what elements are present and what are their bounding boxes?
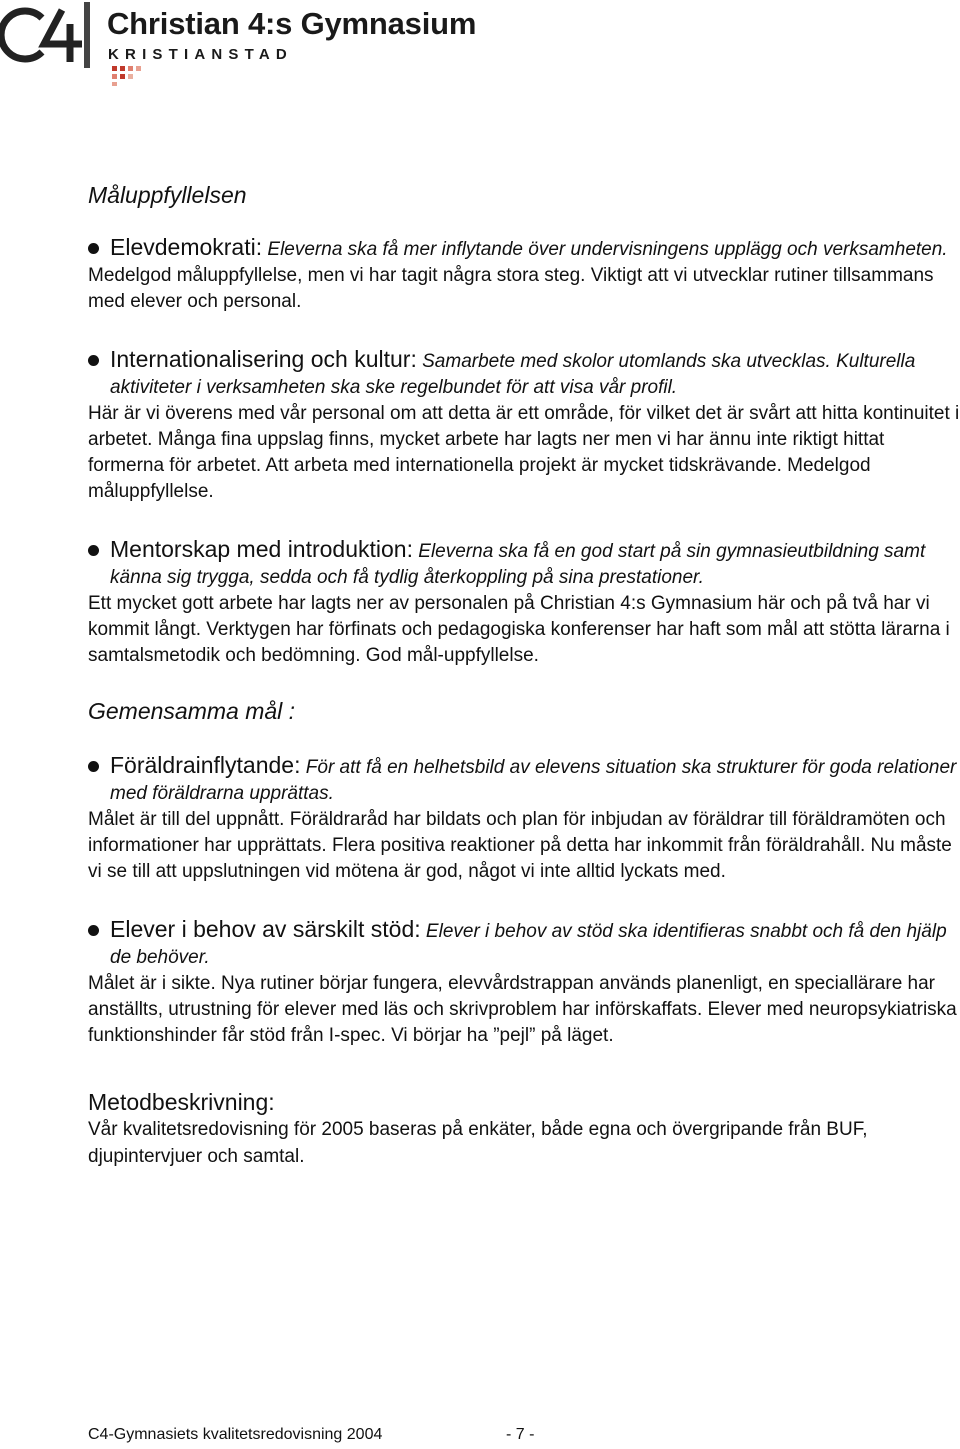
item-body: Ett mycket gott arbete har lagts ner av personalen på Christian 4:s Gymnasium här och på två har vi kommit långt. Verktygen har förfinats och pedagogiska konferenser har haft som mål att stötta lärarna i samtalsmetodik och bedömning. God mål-uppfyllelse. <box>88 592 950 667</box>
c4-logo-mark <box>0 0 100 70</box>
bullet-icon <box>88 761 99 772</box>
page-number: - 7 - <box>506 1426 535 1443</box>
logo-subtitle: KRISTIANSTAD <box>108 46 293 63</box>
logo-title: Christian 4:s Gymnasium <box>107 6 477 41</box>
bullet-icon <box>88 925 99 936</box>
bullet-icon <box>88 243 99 254</box>
item-lead: Elever i behov av särskilt stöd: <box>110 915 421 942</box>
list-item-mentorskap <box>88 536 960 670</box>
item-goal: Eleverna ska få en god start på sin gymnasieutbildning samt känna sig trygga, sedda och få tydlig återkoppling på sina prestationer. <box>110 540 926 588</box>
section-heading-gemensamma-mal: Gemensamma mål : <box>88 697 296 724</box>
item-body: Målet är i sikte. Nya rutiner börjar fungera, elevvårdstrappan används planenligt, en speciallärare har anställts, utrustning för elever med läs och skrivproblem har införskaffats. Elever med neuropsykiatriska funktionshinder får stöd från I-spec. Vi börjar ha ”pejl” på läget. <box>88 972 957 1047</box>
list-item-elevdemokrati <box>88 234 960 316</box>
list-item-sarskilt-stod <box>88 916 960 1050</box>
list-item-internationalisering <box>88 346 960 506</box>
section-heading-metodbeskrivning: Metodbeskrivning: <box>88 1089 275 1116</box>
bullet-icon <box>88 355 99 366</box>
document-body <box>88 180 960 1170</box>
item-body: Medelgod måluppfyllelse, men vi har tagit några stora steg. Viktigt att vi utvecklar rutiner tillsammans med elever och personal. <box>88 265 934 313</box>
school-logo <box>0 0 488 88</box>
item-lead: Mentorskap med introduktion: <box>110 535 413 562</box>
section-heading-maluppfyllelsen: Måluppfyllelsen <box>88 182 247 208</box>
list-item-foraldrainflytande <box>88 752 960 886</box>
bullet-icon <box>88 545 99 556</box>
item-goal: Elever i behov av stöd ska identifieras snabbt och få den hjälp de behöver. <box>110 920 947 968</box>
page-footer <box>88 1426 535 1444</box>
item-body: Här är vi överens med vår personal om att detta är ett område, för vilket det är svårt att hitta kontinuitet i arbetet. Många fina uppslag finns, mycket arbete har lagts ner men vi har ännu inte riktigt hittat formerna för arbetet. Att arbeta med internationella projekt är mycket tidskrävande. Medelgod måluppfyllelse. <box>88 402 960 503</box>
item-lead: Elevdemokrati: <box>110 234 263 260</box>
item-lead: Föräldrainflytande: <box>110 751 301 778</box>
logo-dot-pattern-icon <box>112 66 182 86</box>
footer-doc-title: C4-Gymnasiets kvalitetsredovisning 2004 <box>88 1426 383 1443</box>
item-goal: För att få en helhetsbild av elevens situation ska strukturer för goda relationer med föräldrarna upprättas. <box>110 756 957 804</box>
item-lead: Internationalisering och kultur: <box>110 345 417 372</box>
item-body: Målet är till del uppnått. Föräldraråd har bildats och plan för inbjudan av föräldrar till föräldramöten och informationer har upprättats. Flera positiva reaktioner på detta har inkommit från föräldrahåll. Nu måste vi se till att uppslutningen vid mötena är god, något vi inte alltid lyckats med. <box>88 808 952 883</box>
item-goal: Eleverna ska få mer inflytande över undervisningens upplägg och verksamheten. <box>267 239 948 260</box>
method-body: Vår kvalitetsredovisning för 2005 baseras på enkäter, både egna och övergripande från BUF, djupintervjuer och samtal. <box>88 1119 868 1167</box>
item-goal: Samarbete med skolor utomlands ska utvecklas. Kulturella aktiviteter i verksamheten ska ske regelbundet för att visa vår profil. <box>110 350 916 398</box>
